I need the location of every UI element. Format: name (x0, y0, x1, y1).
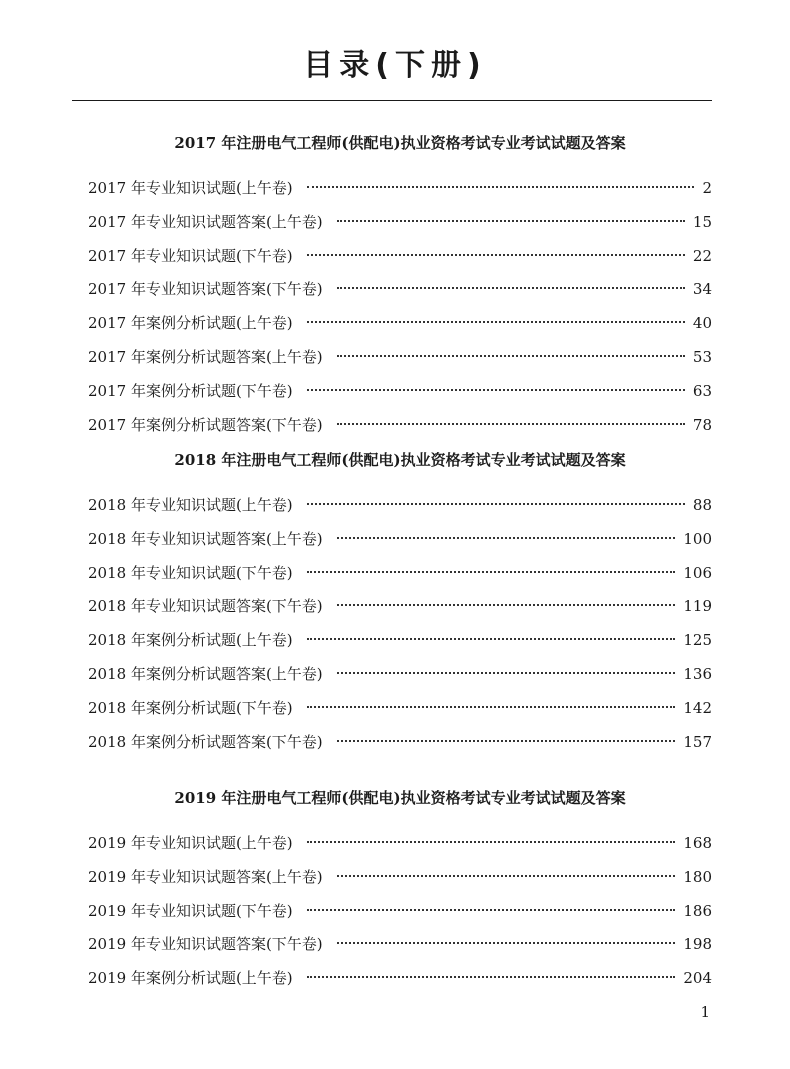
toc-entry[interactable] (88, 172, 712, 204)
dot-leader (337, 604, 676, 606)
section-heading: 2018 年注册电气工程师(供配电)执业资格考试专业考试试题及答案 (174, 451, 626, 469)
toc-entry-page: 198 (683, 935, 712, 954)
toc-entry-page: 106 (683, 563, 712, 582)
toc-entry-page: 15 (692, 212, 712, 231)
toc-entry-page: 168 (683, 834, 712, 852)
toc-entry[interactable] (88, 895, 712, 927)
toc-entry-label: 2019 年专业知识试题答案(上午卷) (88, 867, 323, 886)
title-divider (72, 100, 712, 101)
toc-entry[interactable] (88, 273, 712, 305)
toc-entry-page: 180 (683, 867, 712, 886)
dot-leader (307, 254, 685, 256)
toc-entry[interactable] (88, 409, 712, 441)
dot-leader (337, 423, 685, 425)
toc-entry[interactable] (88, 557, 712, 589)
toc-entry-list (88, 172, 712, 441)
toc-entry-label: 2019 年专业知识试题(上午卷) (88, 834, 293, 852)
toc-entry-page: 88 (692, 496, 712, 514)
dot-leader (337, 740, 676, 742)
toc-entry[interactable] (88, 692, 712, 724)
toc-entry-label: 2017 年案例分析试题答案(上午卷) (88, 347, 323, 366)
toc-entry[interactable] (88, 489, 712, 521)
toc-entry-page: 119 (683, 597, 712, 616)
toc-entry-page: 204 (683, 969, 712, 988)
toc-entry[interactable] (88, 523, 712, 555)
toc-entry[interactable] (88, 928, 712, 960)
toc-entry[interactable] (88, 307, 712, 339)
toc-entry[interactable] (88, 206, 712, 238)
toc-entry-label: 2017 年案例分析试题(下午卷) (88, 381, 293, 400)
page-number: 1 (700, 1003, 710, 1021)
dot-leader (337, 875, 676, 877)
dot-leader (307, 841, 676, 843)
toc-entry-label: 2017 年案例分析试题(上午卷) (88, 314, 293, 333)
toc-section-2019 (88, 788, 712, 996)
dot-leader (307, 503, 685, 505)
dot-leader (337, 672, 676, 674)
toc-entry-page: 125 (683, 631, 712, 650)
toc-entry[interactable] (88, 341, 712, 373)
toc-entry[interactable] (88, 590, 712, 622)
toc-entry-label: 2017 年专业知识试题答案(上午卷) (88, 212, 323, 231)
toc-entry-label: 2019 年专业知识试题答案(下午卷) (88, 935, 323, 954)
dot-leader (307, 186, 695, 188)
toc-entry-page: 100 (683, 529, 712, 548)
toc-entry[interactable] (88, 962, 712, 994)
toc-entry[interactable] (88, 240, 712, 272)
toc-entry-label: 2018 年专业知识试题(上午卷) (88, 496, 293, 514)
toc-entry-page: 63 (692, 381, 712, 400)
toc-entry-list (88, 489, 712, 758)
dot-leader (307, 571, 676, 573)
toc-entry[interactable] (88, 624, 712, 656)
toc-entry-label: 2017 年专业知识试题(下午卷) (88, 246, 293, 265)
section-heading: 2017 年注册电气工程师(供配电)执业资格考试专业考试试题及答案 (174, 134, 626, 152)
dot-leader (307, 638, 676, 640)
toc-entry-label: 2018 年案例分析试题答案(下午卷) (88, 732, 323, 751)
toc-entry[interactable] (88, 861, 712, 893)
toc-entry-label: 2018 年专业知识试题(下午卷) (88, 563, 293, 582)
toc-entry-label: 2017 年专业知识试题答案(下午卷) (88, 280, 323, 299)
toc-entry-page: 22 (692, 246, 712, 265)
toc-entry-label: 2017 年专业知识试题(上午卷) (88, 179, 293, 197)
section-heading: 2019 年注册电气工程师(供配电)执业资格考试专业考试试题及答案 (174, 789, 626, 807)
toc-entry-label: 2018 年案例分析试题答案(上午卷) (88, 664, 323, 683)
toc-entry[interactable] (88, 658, 712, 690)
toc-entry-page: 136 (683, 664, 712, 683)
toc-entry-page: 53 (692, 347, 712, 366)
dot-leader (337, 355, 685, 357)
toc-entry-label: 2019 年案例分析试题(上午卷) (88, 969, 293, 988)
toc-entry-page: 186 (683, 901, 712, 920)
dot-leader (307, 976, 676, 978)
toc-entry-label: 2018 年案例分析试题(下午卷) (88, 698, 293, 717)
toc-entry-label: 2019 年专业知识试题(下午卷) (88, 901, 293, 920)
toc-entry-page: 142 (683, 698, 712, 717)
toc-entry-list (88, 827, 712, 994)
toc-entry-page: 34 (692, 280, 712, 299)
dot-leader (307, 321, 685, 323)
dot-leader (307, 909, 676, 911)
toc-section-2018 (88, 450, 712, 759)
page-title: 目录(下册) (303, 48, 487, 83)
toc-entry-page: 157 (683, 732, 712, 751)
toc-entry-label: 2018 年案例分析试题(上午卷) (88, 631, 293, 650)
toc-section-2017 (88, 133, 712, 442)
toc-entry-page: 2 (702, 179, 712, 197)
dot-leader (337, 942, 676, 944)
toc-entry[interactable] (88, 827, 712, 859)
toc-entry-page: 78 (692, 415, 712, 434)
toc-entry-label: 2018 年专业知识试题答案(上午卷) (88, 529, 323, 548)
dot-leader (337, 287, 685, 289)
toc-entry-label: 2017 年案例分析试题答案(下午卷) (88, 415, 323, 434)
dot-leader (307, 389, 685, 391)
dot-leader (307, 706, 676, 708)
toc-entry-page: 40 (692, 314, 712, 333)
toc-entry[interactable] (88, 375, 712, 407)
dot-leader (337, 537, 676, 539)
dot-leader (337, 220, 685, 222)
toc-entry-label: 2018 年专业知识试题答案(下午卷) (88, 597, 323, 616)
toc-entry[interactable] (88, 726, 712, 758)
